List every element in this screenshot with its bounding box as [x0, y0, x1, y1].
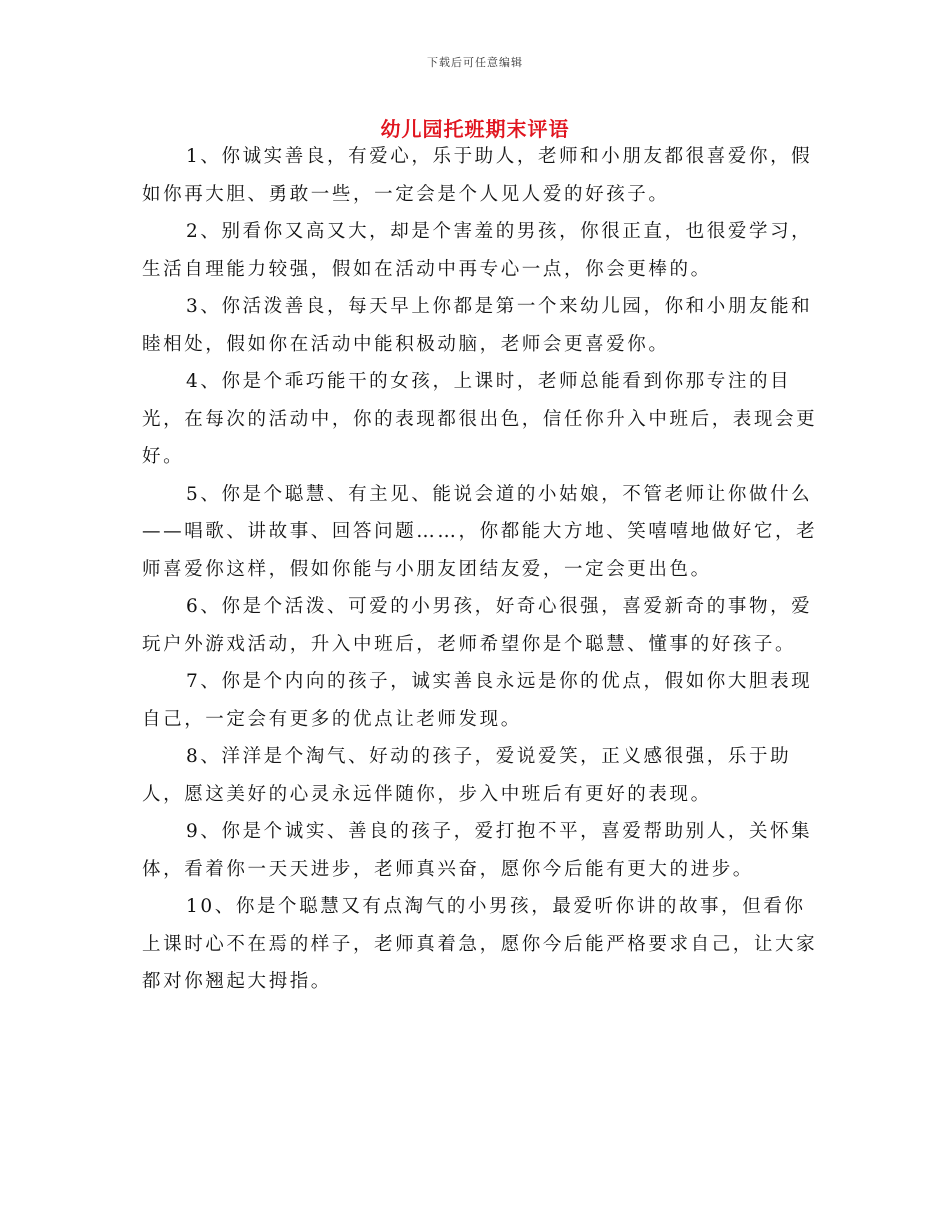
comment-paragraph-4: 4、你是个乖巧能干的女孩，上课时，老师总能看到你那专注的目光，在每次的活动中，你的表现都很出色，信任你升入中班后，表现会更好。	[142, 371, 818, 467]
document-title: 幼儿园托班期末评语	[380, 117, 570, 141]
comment-paragraph-3: 3、你活泼善良，每天早上你都是第一个来幼儿园，你和小朋友能和睦相处，假如你在活动中能积极动脑，老师会更喜爱你。	[142, 296, 813, 355]
comment-paragraph-2: 2、别看你又高又大，却是个害羞的男孩，你很正直，也很爱学习，生活自理能力较强，假如在活动中再专心一点，你会更棒的。	[142, 221, 813, 280]
comment-paragraph-7: 7、你是个内向的孩子，诚实善良永远是你的优点，假如你大胆表现自己，一定会有更多的优点让老师发现。	[142, 671, 813, 730]
comment-paragraph-5: 5、你是个聪慧、有主见、能说会道的小姑娘，不管老师让你做什么——唱歌、讲故事、回答问题……，你都能大方地、笑嘻嘻地做好它，老师喜爱你这样，假如你能与小朋友团结友爱，一定会更出色。	[142, 483, 818, 580]
comment-paragraph-8: 8、洋洋是个淘气、好动的孩子，爱说爱笑，正义感很强，乐于助人，愿这美好的心灵永远伴随你，步入中班后有更好的表现。	[142, 746, 792, 805]
comment-paragraph-10: 10、你是个聪慧又有点淘气的小男孩，最爱听你讲的故事，但看你上课时心不在焉的样子，老师真着急，愿你今后能严格要求自己，让大家都对你翘起大拇指。	[142, 896, 818, 992]
page-header: 下载后可任意编辑	[427, 56, 523, 69]
comment-paragraph-6: 6、你是个活泼、可爱的小男孩，好奇心很强，喜爱新奇的事物，爱玩户外游戏活动，升入中班后，老师希望你是个聪慧、懂事的好孩子。	[142, 596, 813, 655]
comment-paragraph-9: 9、你是个诚实、善良的孩子，爱打抱不平，喜爱帮助别人，关怀集体，看着你一天天进步，老师真兴奋，愿你今后能有更大的进步。	[142, 821, 813, 880]
document-body	[142, 138, 822, 1001]
comment-paragraph-1: 1、你诚实善良，有爱心，乐于助人，老师和小朋友都很喜爱你，假如你再大胆、勇敢一些，一定会是个人见人爱的好孩子。	[142, 146, 813, 205]
